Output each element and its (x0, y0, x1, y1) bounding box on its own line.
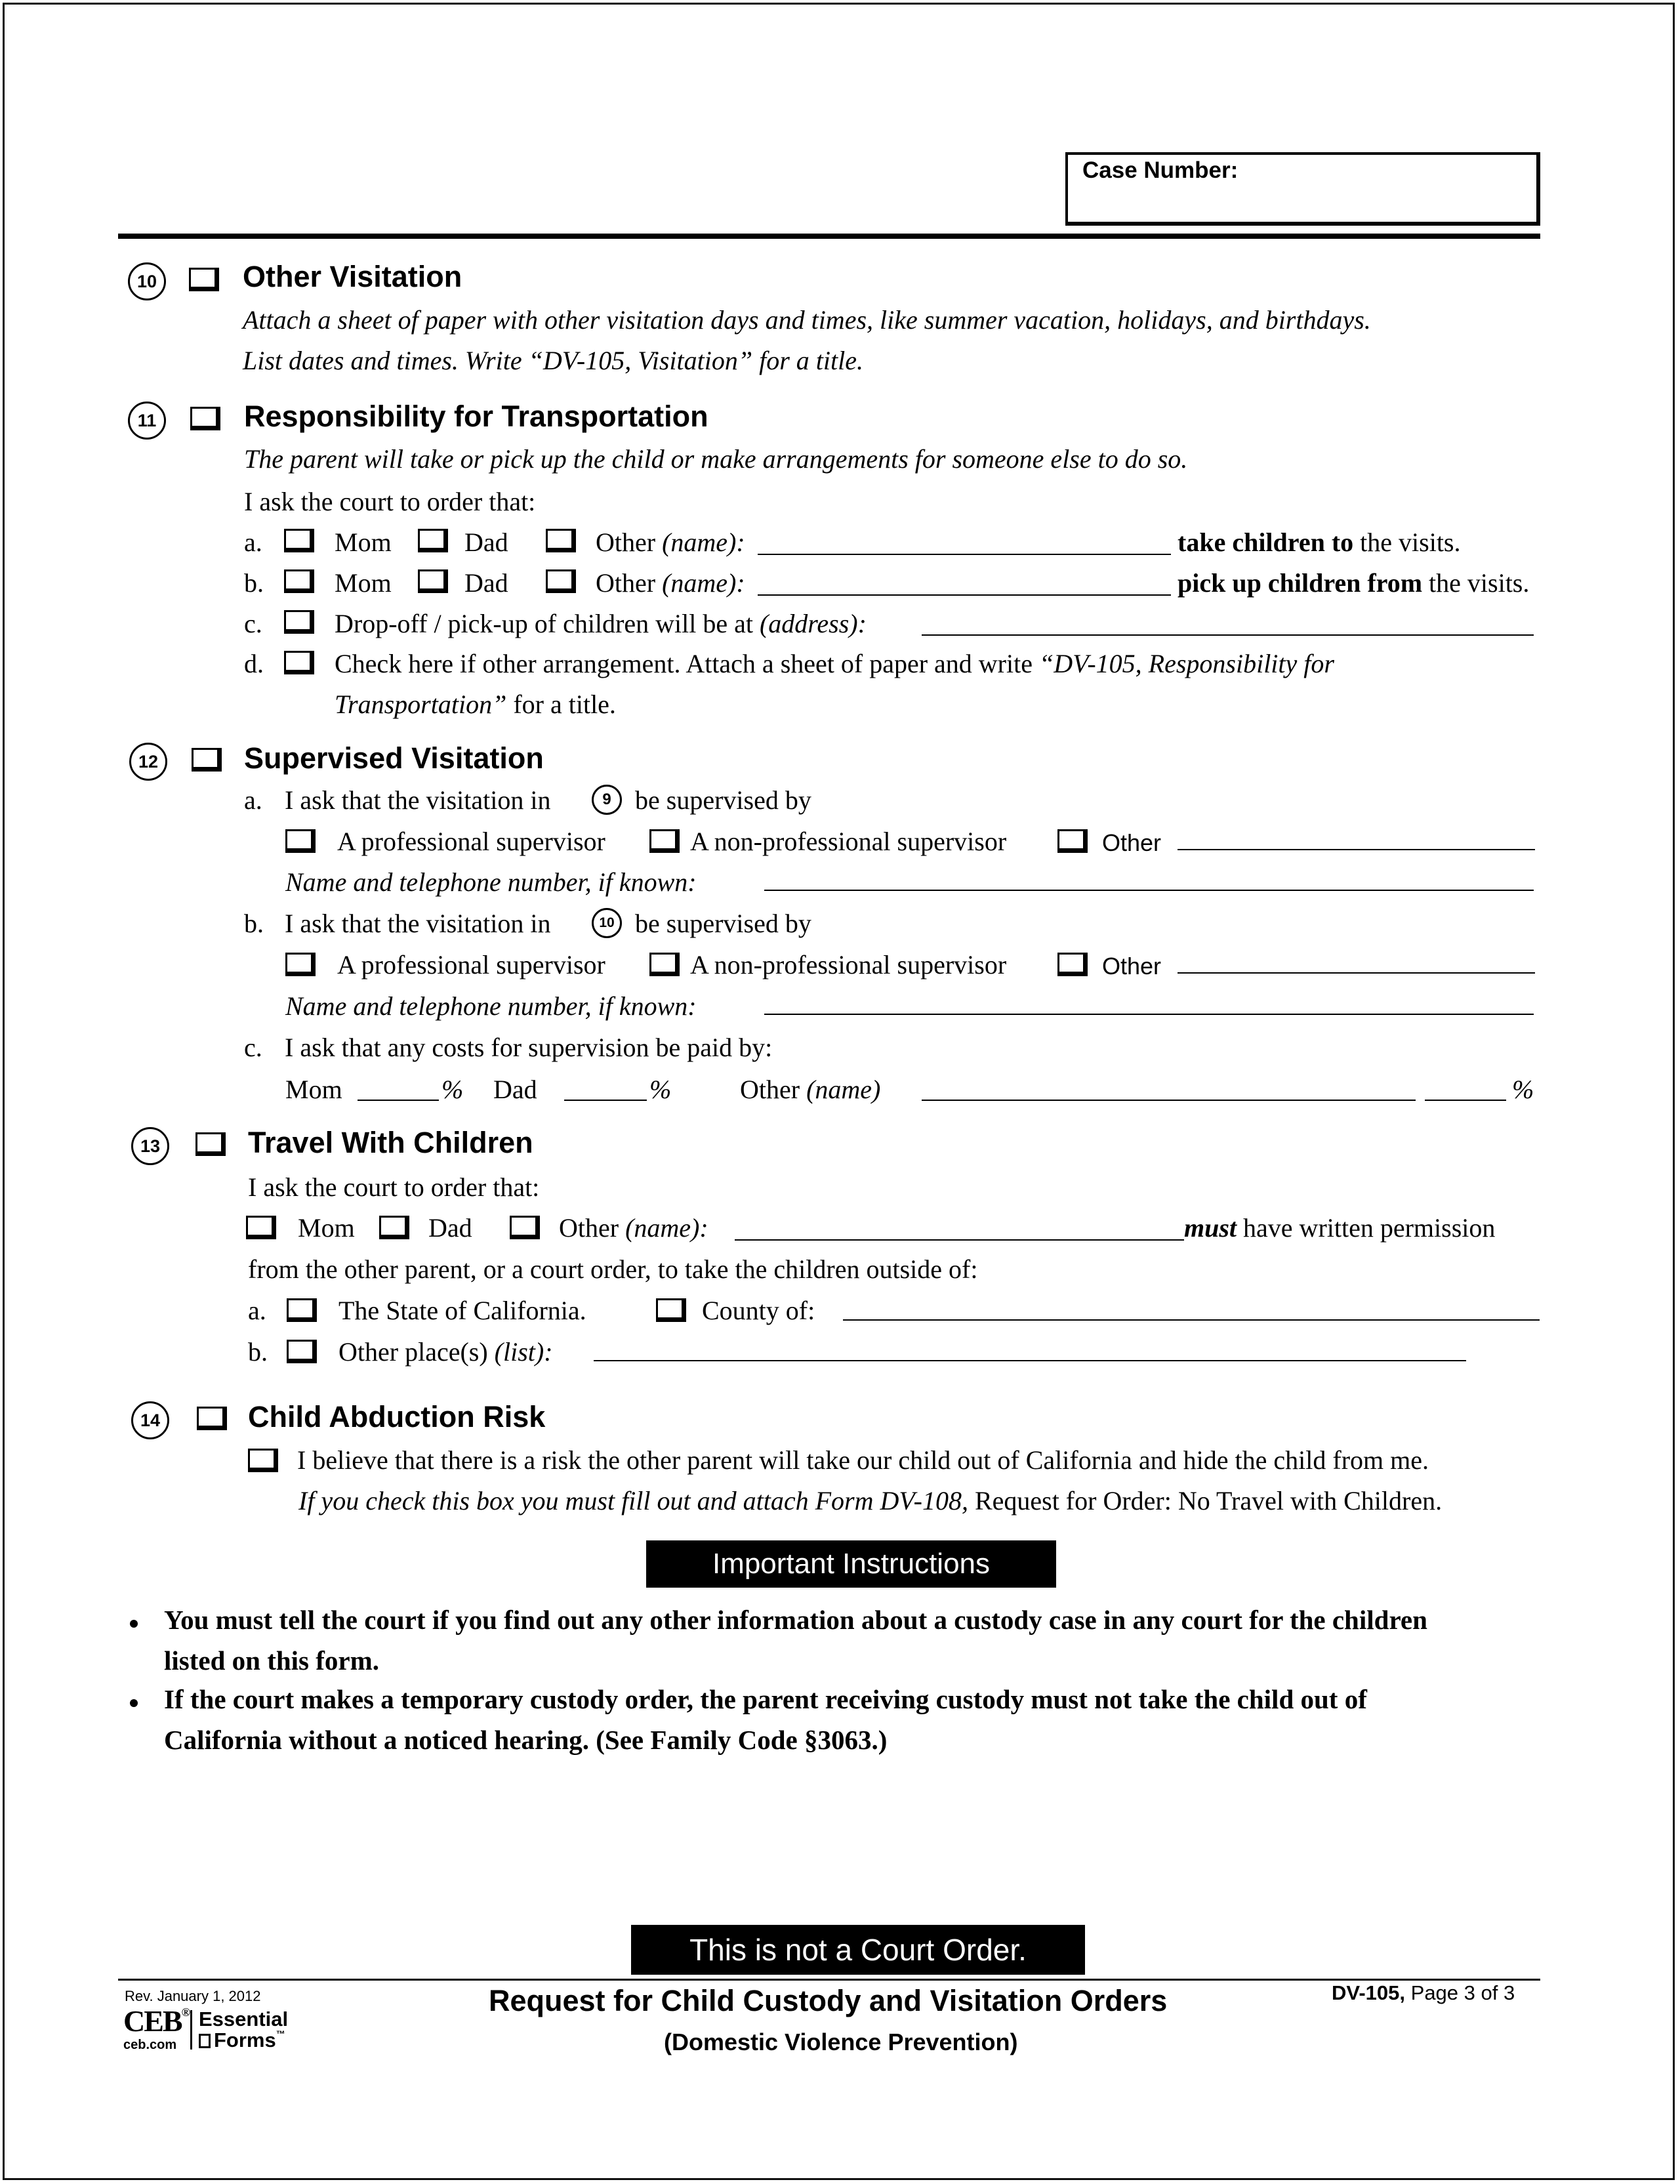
section-13a-california-checkbox[interactable] (287, 1298, 317, 1322)
section-13-permission: must have written permission (1184, 1213, 1496, 1243)
important-bullet1-line2: listed on this form. (164, 1645, 379, 1676)
important-bullet2-line1: If the court makes a temporary custody order, the parent receiving custody must not take the child out of (164, 1684, 1367, 1714)
section-12c-mom-percent-field[interactable] (358, 1100, 439, 1101)
section-11b-other-name-field[interactable] (758, 594, 1171, 596)
bullet-2 (130, 1699, 138, 1707)
section-12b-other-field[interactable] (1178, 972, 1535, 974)
section-12c-other-label: Other (name) (740, 1075, 881, 1104)
section-10-checkbox[interactable] (189, 268, 219, 291)
section-12-number: 12 (129, 743, 167, 781)
ceb-logo-text: CEB® (123, 2004, 190, 2038)
section-12-checkbox[interactable] (192, 748, 222, 772)
section-12a-other-checkbox[interactable] (1057, 829, 1088, 853)
section-12a-text1: I ask that the visitation in (285, 785, 551, 815)
section-11-checkbox[interactable] (190, 407, 220, 430)
section-13-checkbox[interactable] (195, 1132, 226, 1156)
section-12a-nonprofessional-checkbox[interactable] (649, 829, 680, 853)
section-12b-professional-label: A professional supervisor (337, 950, 605, 979)
section-11b-dad-label: Dad (464, 568, 508, 598)
ceb-url: ceb.com (123, 2038, 177, 2052)
section-11-ask: I ask the court to order that: (244, 487, 536, 516)
section-11c-label: Drop-off / pick-up of children will be at (address): (335, 609, 867, 638)
section-12a-nonprofessional-label: A non-professional supervisor (690, 827, 1007, 856)
not-court-order-banner: This is not a Court Order. (631, 1925, 1085, 1975)
important-bullet2-line2: California without a noticed hearing. (See Family Code §3063.) (164, 1725, 888, 1755)
section-12a-professional-checkbox[interactable] (285, 829, 316, 853)
section-13b-list-field[interactable] (594, 1360, 1466, 1361)
section-11b-mom-label: Mom (335, 568, 392, 598)
section-12c-other-name-field[interactable] (922, 1100, 1416, 1101)
section-12b-nonprofessional-checkbox[interactable] (649, 953, 680, 976)
section-13-other-name-field[interactable] (735, 1239, 1184, 1241)
section-10-instructions-line2: List dates and times. Write “DV-105, Visitation” for a title. (243, 346, 863, 375)
section-14-line1: I believe that there is a risk the other parent will take our child out of California and hide the child from me. (297, 1445, 1429, 1475)
section-11b-tail: pick up children from the visits. (1178, 568, 1530, 598)
header-rule (118, 234, 1540, 239)
section-12c-other-percent-field[interactable] (1425, 1100, 1506, 1101)
section-11-number: 11 (128, 402, 166, 440)
section-13-other-label: Other (name): (559, 1213, 708, 1243)
section-12c-mom-label: Mom (285, 1075, 342, 1104)
section-11a-mom-label: Mom (335, 527, 392, 557)
section-11a-mom-checkbox[interactable] (284, 529, 314, 552)
section-11c-address-field[interactable] (922, 634, 1534, 636)
section-13-ask: I ask the court to order that: (248, 1172, 540, 1202)
logo-divider (190, 2010, 192, 2050)
section-11b-other-checkbox[interactable] (546, 569, 576, 593)
section-13a-county-label: County of: (702, 1296, 815, 1325)
section-11a-other-label: Other (name): (596, 527, 745, 557)
forms-icon (199, 2034, 211, 2048)
section-13-line3: from the other parent, or a court order, to take the children outside of: (248, 1254, 978, 1284)
footer-page-id: DV-105, Page 3 of 3 (1332, 1981, 1515, 2004)
section-11a-dad-label: Dad (464, 527, 508, 557)
section-14-title: Child Abduction Risk (248, 1400, 546, 1433)
section-12a-name-phone-label: Name and telephone number, if known: (285, 867, 697, 897)
footer-revision: Rev. January 1, 2012 (125, 1988, 261, 2004)
section-11c-checkbox[interactable] (284, 610, 314, 634)
section-13b-letter: b. (248, 1337, 268, 1367)
section-12a-other-label: Other (1102, 829, 1162, 856)
section-13a-county-checkbox[interactable] (656, 1298, 686, 1322)
section-12c-dad-label: Dad (493, 1075, 537, 1104)
section-12c-other-percent: % (1512, 1075, 1534, 1104)
section-13-mom-label: Mom (298, 1213, 355, 1243)
section-12b-name-phone-field[interactable] (764, 1014, 1534, 1015)
section-13b-other-places-label: Other place(s) (list): (338, 1337, 553, 1367)
bullet-1 (130, 1620, 138, 1628)
section-10-title: Other Visitation (243, 260, 462, 293)
section-12b-name-phone-label: Name and telephone number, if known: (285, 991, 697, 1021)
section-12b-letter: b. (244, 909, 264, 938)
section-12a-other-field[interactable] (1178, 849, 1535, 850)
section-12c-text: I ask that any costs for supervision be paid by: (285, 1033, 773, 1062)
section-11d-checkbox[interactable] (284, 651, 314, 674)
section-14-checkbox[interactable] (197, 1407, 227, 1430)
important-instructions-banner: Important Instructions (646, 1540, 1056, 1588)
section-11a-other-name-field[interactable] (758, 554, 1171, 555)
section-12a-letter: a. (244, 785, 262, 815)
section-13a-california-label: The State of California. (338, 1296, 586, 1325)
section-13b-other-places-checkbox[interactable] (287, 1340, 317, 1363)
important-bullet1-line1: You must tell the court if you find out any other information about a custody case in any court for the children (164, 1605, 1427, 1635)
section-11d-letter: d. (244, 649, 264, 678)
section-12c-dad-percent-field[interactable] (564, 1100, 647, 1101)
section-11a-other-checkbox[interactable] (546, 529, 576, 552)
section-12b-professional-checkbox[interactable] (285, 953, 316, 976)
section-12b-text2: be supervised by (635, 909, 811, 938)
footer-form-subtitle: (Domestic Violence Prevention) (664, 2029, 1018, 2055)
section-13-other-checkbox[interactable] (510, 1216, 540, 1239)
section-12a-ref-9: 9 (592, 785, 622, 815)
section-11-intro: The parent will take or pick up the child or make arrangements for someone else to do so. (244, 444, 1188, 474)
section-13-title: Travel With Children (248, 1126, 533, 1159)
section-11b-mom-checkbox[interactable] (284, 569, 314, 593)
section-12c-letter: c. (244, 1033, 262, 1062)
forms-text: Forms™ (214, 2029, 285, 2051)
section-11d-text: Check here if other arrangement. Attach a sheet of paper and write “DV-105, Responsibility for (335, 649, 1334, 678)
case-number-label: Case Number: (1082, 157, 1239, 183)
section-13-dad-checkbox[interactable] (379, 1216, 409, 1239)
ceb-logo (123, 2006, 307, 2059)
section-12a-professional-label: A professional supervisor (337, 827, 605, 856)
section-12c-dad-percent: % (649, 1075, 672, 1104)
section-12a-name-phone-field[interactable] (764, 890, 1534, 891)
footer-rule (118, 1979, 1540, 1981)
section-11c-letter: c. (244, 609, 262, 638)
section-13-mom-checkbox[interactable] (246, 1216, 276, 1239)
section-11a-tail: take children to the visits. (1178, 527, 1461, 557)
section-10-number: 10 (128, 262, 166, 300)
section-14-number: 14 (131, 1401, 169, 1439)
section-13-dad-label: Dad (428, 1213, 472, 1243)
section-11a-dad-checkbox[interactable] (418, 529, 448, 552)
section-12b-text1: I ask that the visitation in (285, 909, 551, 938)
essential-text: Essential (199, 2008, 289, 2030)
section-14-risk-checkbox[interactable] (248, 1449, 278, 1472)
section-12b-other-label: Other (1102, 953, 1162, 979)
section-12b-ref-10: 10 (592, 908, 622, 938)
section-13a-letter: a. (248, 1296, 266, 1325)
section-10-instructions-line1: Attach a sheet of paper with other visitation days and times, like summer vacation, holidays, and birthdays. (243, 305, 1371, 335)
section-11-title: Responsibility for Transportation (244, 400, 708, 433)
section-12b-nonprofessional-label: A non-professional supervisor (690, 950, 1007, 979)
section-12-title: Supervised Visitation (244, 741, 544, 775)
section-11a-letter: a. (244, 527, 262, 557)
section-11b-dad-checkbox[interactable] (418, 569, 448, 593)
section-12a-text2: be supervised by (635, 785, 811, 815)
section-14-line2: If you check this box you must fill out and attach Form DV-108, Request for Order: No Travel with Children. (298, 1486, 1443, 1515)
section-11b-letter: b. (244, 568, 264, 598)
footer-form-title: Request for Child Custody and Visitation Orders (489, 1984, 1168, 2017)
case-number-box[interactable] (1065, 152, 1540, 226)
section-12b-other-checkbox[interactable] (1057, 953, 1088, 976)
section-13-number: 13 (131, 1127, 169, 1165)
section-11b-other-label: Other (name): (596, 568, 745, 598)
section-12c-mom-percent: % (441, 1075, 464, 1104)
section-13a-county-field[interactable] (843, 1319, 1540, 1321)
section-11d-text-line2: Transportation” for a title. (335, 690, 616, 719)
